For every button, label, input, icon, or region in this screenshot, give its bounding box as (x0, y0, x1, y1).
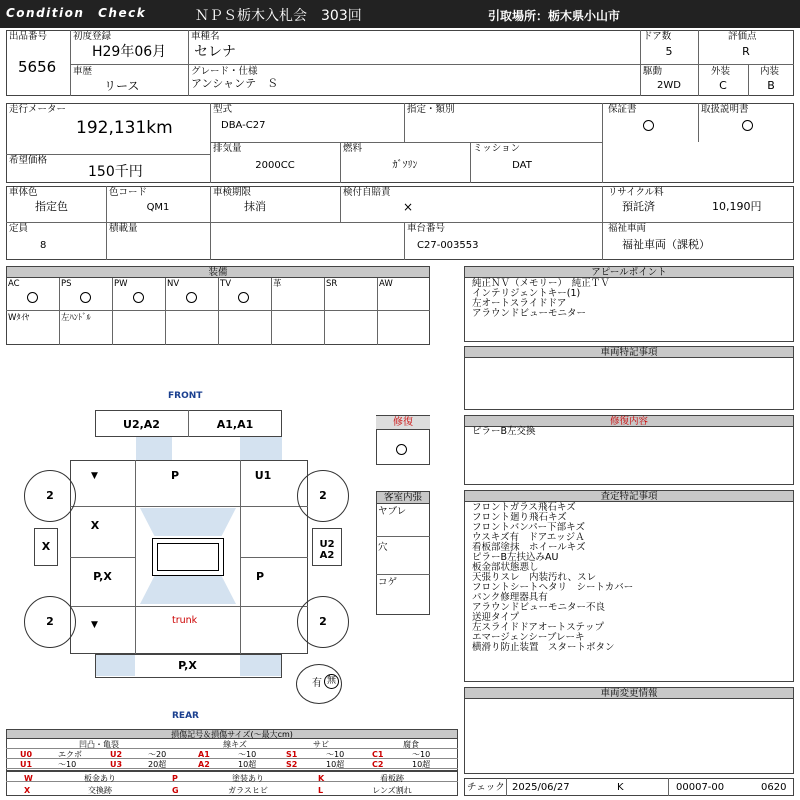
warranty-mark (643, 120, 654, 131)
score-value: R (742, 45, 750, 58)
warranty-label: 保証書 (608, 104, 637, 115)
tire-front-left: 2 (24, 470, 76, 522)
hood-damage: P (170, 469, 180, 482)
tire-front-right: 2 (297, 470, 349, 522)
appeal-line: インテリジェントキー(1) (472, 288, 581, 299)
grade-value: アンシャンテ Ｓ (191, 77, 279, 90)
welfare-value: 福祉車両（課税） (622, 238, 710, 251)
front-label: FRONT (168, 391, 203, 401)
designation-label: 指定・類別 (407, 104, 455, 115)
legend-desc: ～10 (412, 750, 431, 759)
inspection-note: ピラーB左扶込みAU (472, 552, 559, 563)
equip-ps-label: PS (61, 279, 72, 289)
equip-ps-mark (80, 292, 91, 303)
displacement-label: 排気量 (213, 143, 242, 154)
legend-desc: ～20 (148, 750, 167, 759)
headlight-left (136, 437, 172, 460)
mission-label: ミッション (473, 143, 521, 154)
legend-desc: 10超 (326, 760, 345, 769)
repair-mark (396, 444, 407, 455)
legend-head-rust: サビ (313, 740, 329, 749)
appeal-lines (472, 279, 610, 319)
mileage-label: 走行メーター (9, 104, 67, 115)
appeal-line: アラウンドビューモニター (472, 308, 587, 319)
legend-code: U0 (20, 750, 33, 759)
inspection-note: アラウンドビューモニター不良 (472, 602, 606, 613)
legend-desc: 交換跡 (88, 786, 112, 795)
equip-wtire-label: Wﾀｲﾔ (8, 313, 30, 323)
legend-head-scratch: 線キズ (223, 740, 247, 749)
legend-title: 損傷記号＆損傷サイズ(～最大cm) (7, 730, 457, 739)
equip-pw-mark (133, 292, 144, 303)
rear-label: REAR (172, 711, 199, 721)
legend-code: A2 (198, 760, 210, 769)
equip-tv-label: TV (220, 279, 232, 289)
fuel-label: 燃料 (343, 143, 363, 154)
chassis-value: C27-003553 (417, 240, 479, 251)
changes-box (464, 687, 794, 774)
roof-inner (157, 543, 219, 571)
mirror-fl-icon: ▼ (91, 471, 98, 481)
rear-window (140, 576, 236, 604)
legend-desc: 塗装あり (232, 774, 264, 783)
inspection-note: フロントシートヘタリ シートカバー (472, 582, 634, 593)
spare-tire-inner: 無 (324, 674, 339, 689)
first-reg-value: H29年06月 (92, 44, 167, 60)
equip-nv-label: NV (167, 279, 180, 289)
legend-code: X (24, 786, 31, 795)
legend-desc: ～10 (326, 750, 345, 759)
trunk-label: trunk (172, 615, 198, 626)
legend-desc: ガラスヒビ (228, 786, 268, 795)
legend-desc: ～10 (58, 760, 77, 769)
legend-code: U2 (110, 750, 123, 759)
legend-code: P (172, 774, 178, 783)
drive-label: 駆動 (643, 66, 663, 77)
front-bumper-left: U2,A2 (123, 418, 160, 431)
legend-desc: ～10 (238, 750, 257, 759)
equip-nv-mark (186, 292, 197, 303)
manual-label: 取扱説明書 (701, 104, 749, 115)
body-color-value: 指定色 (35, 200, 68, 213)
inspection-note: 左スライドドアオートステップ (472, 622, 605, 633)
mirror-rl-icon: ▼ (91, 620, 98, 630)
doors-value: 5 (665, 45, 673, 58)
mileage-value: 192,131km (76, 118, 173, 138)
equip-tv-mark (238, 292, 249, 303)
inspection-note: ウスキズ有 ドアエッジＡ (472, 532, 585, 543)
price-value: 150千円 (88, 164, 143, 180)
mission-value: DAT (512, 160, 532, 171)
check-code1: 00007-00 (676, 782, 725, 793)
tire-rear-left: 2 (24, 596, 76, 648)
capacity-value: 8 (40, 240, 47, 251)
cabin-title: 客室内張 (377, 492, 429, 504)
header-title: Condition Check (6, 6, 147, 20)
displacement-value: 2000CC (255, 160, 295, 171)
check-label: チェック (467, 782, 505, 793)
legend-desc: 10超 (412, 760, 431, 769)
price-label: 希望価格 (9, 155, 48, 166)
front-fender-right: U1 (254, 469, 272, 482)
rear-door-left: P,X (93, 570, 112, 583)
exterior-value: C (719, 79, 727, 92)
exterior-label: 外装 (711, 66, 731, 77)
load-label: 積載量 (109, 223, 138, 234)
insurance-value: × (402, 200, 414, 214)
color-code-value: QM1 (146, 202, 170, 213)
model-label: 型式 (213, 104, 233, 115)
legend-code: A1 (198, 750, 210, 759)
inspection-note: フロント廻り飛石キズ (472, 512, 567, 523)
cabin-burn: コゲ (378, 577, 398, 588)
inspection-label: 車検期限 (213, 187, 252, 198)
tire-rear-right: 2 (297, 596, 349, 648)
front-bumper-right: A1,A1 (216, 418, 254, 431)
appeal-line: 純正ＮＶ（メモリー） 純正ＴＶ (472, 278, 610, 289)
equip-sr-label: SR (326, 279, 338, 289)
equip-pw-label: PW (114, 279, 128, 289)
side-left-damage: X (41, 540, 51, 553)
appeal-line: 左オートスライドドア (472, 298, 567, 309)
legend-code: L (318, 786, 324, 795)
grade-label: グレード・仕様 (191, 66, 258, 77)
windshield (140, 508, 236, 536)
check-date: 2025/06/27 (512, 782, 570, 793)
spare-tire-label: 有 (312, 678, 322, 689)
inspection-note: 天張りスレ 内装汚れ、スレ (472, 572, 597, 583)
insurance-label: 検付自賠責 (343, 187, 391, 198)
rear-door-right: P (255, 570, 265, 583)
inspection-note: パンク修理器具有 (472, 592, 548, 603)
model-value: DBA-C27 (221, 120, 266, 131)
score-label: 評価点 (728, 31, 757, 42)
legend-head-dent: 凹凸・亀裂 (79, 740, 119, 749)
equip-ac-label: AC (8, 279, 20, 289)
recycle-fee: 10,190円 (712, 200, 762, 213)
front-door-left: X (90, 519, 100, 532)
equip-lefthandle-label: 左ﾊﾝﾄﾞﾙ (61, 313, 91, 323)
color-code-label: 色コード (109, 187, 148, 198)
manual-mark (742, 120, 753, 131)
special-notes-title: 車両特記事項 (465, 347, 793, 358)
repair-content-title: 修復内容 (465, 416, 793, 427)
check-grade: K (617, 782, 624, 793)
equipment-title: 装備 (7, 267, 429, 278)
legend-code: U1 (20, 760, 33, 769)
history-value: リース (104, 79, 140, 93)
repair-label: 修復 (376, 416, 430, 430)
history-label: 車歴 (73, 66, 93, 77)
body-color-label: 車体色 (9, 187, 38, 198)
inspection-notes-title: 査定特記事項 (465, 491, 793, 502)
side-right-damage: U2 A2 (319, 539, 335, 561)
inspection-notes-lines (472, 503, 633, 653)
equip-ac-mark (27, 292, 38, 303)
interior-label: 内装 (760, 66, 780, 77)
inspection-note: フロントバンパー下部キズ (472, 522, 585, 533)
chassis-label: 車台番号 (407, 223, 446, 234)
car-name-label: 車種名 (191, 31, 220, 42)
headlight-right (240, 437, 282, 460)
legend-code: W (24, 774, 33, 783)
repair-content-lines (472, 427, 536, 437)
appeal-title: アピールポイント (465, 267, 793, 278)
car-name-value: セレナ (194, 44, 236, 60)
legend-code: S2 (286, 760, 298, 769)
legend-desc: 看板跡 (380, 774, 404, 783)
legend-code: C1 (372, 750, 384, 759)
legend-code: U3 (110, 760, 123, 769)
inspection-note: 看板部塗抹 ホイールキズ (472, 542, 586, 553)
inspection-value: 抹消 (244, 200, 266, 213)
equip-leather-label: 革 (273, 279, 282, 289)
legend-code: S1 (286, 750, 298, 759)
inspection-note: 送迎タイプ (472, 612, 520, 623)
legend-code: K (318, 774, 325, 783)
auction-name: ＮＰＳ栃木入札会 303回 (195, 8, 362, 24)
legend-desc: 20超 (148, 760, 167, 769)
inspection-note: 横滑り防止装置 スタートボタン (472, 642, 615, 653)
inspection-note: フロントガラス飛石キズ (472, 502, 576, 513)
inspection-note: 板金部状態悪し (472, 562, 539, 573)
lot-label: 出品番号 (9, 31, 48, 42)
equip-aw-label: AW (379, 279, 393, 289)
legend-desc: エクボ (58, 750, 82, 759)
repair-content-line: ピラーB左交換 (472, 426, 536, 437)
welfare-label: 福祉車両 (608, 223, 647, 234)
legend-desc: レンズ割れ (372, 786, 412, 795)
changes-title: 車両変更情報 (465, 688, 793, 699)
cabin-tear: ヤブレ (378, 506, 407, 517)
drive-value: 2WD (657, 80, 681, 91)
legend-desc: 10超 (238, 760, 257, 769)
capacity-label: 定員 (9, 223, 29, 234)
recycle-status: 預託済 (622, 200, 655, 213)
inspection-note: エマージェンシーブレーキ (472, 632, 585, 643)
pickup-location: 引取場所：栃木県小山市 (488, 9, 621, 23)
rear-bumper-damage: P,X (178, 659, 197, 672)
lot-number: 5656 (18, 58, 57, 76)
legend-code: C2 (372, 760, 384, 769)
doors-label: ドア数 (643, 31, 672, 42)
fuel-value: ｶﾞｿﾘﾝ (392, 160, 418, 171)
check-code2: 0620 (761, 782, 787, 793)
interior-value: B (767, 79, 775, 92)
first-reg-label: 初度登録 (73, 31, 112, 42)
cabin-hole: 穴 (378, 542, 388, 553)
recycle-label: リサイクル料 (608, 187, 664, 198)
legend-code: G (172, 786, 179, 795)
legend-head-corrosion: 腐食 (403, 740, 419, 749)
legend-desc: 板金あり (84, 774, 116, 783)
